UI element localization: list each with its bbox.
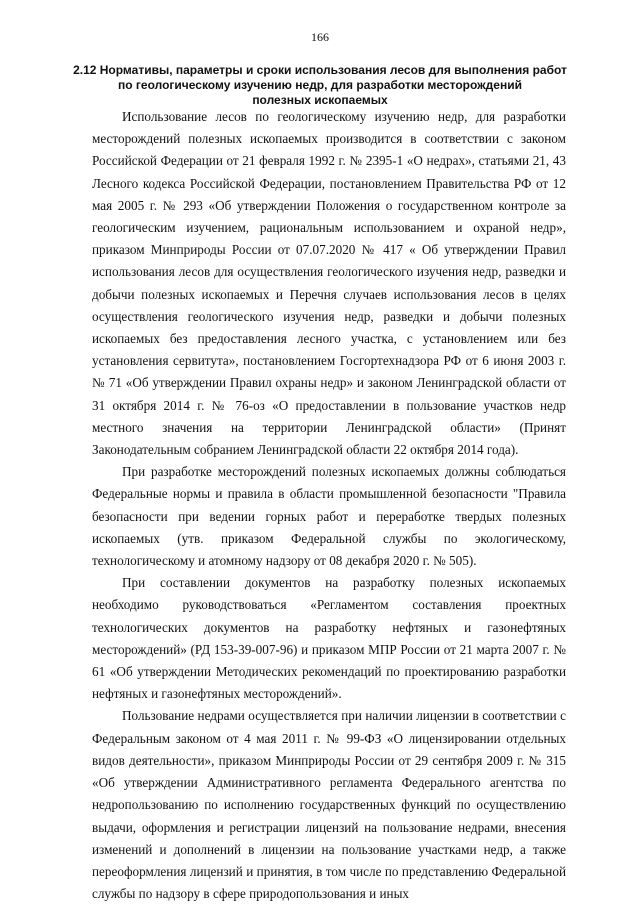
paragraph-3: При составлении документов на разработку полезных ископаемых необходимо руководствоваться «Регламентом составления проектных технологических документов на разработку нефтяных и газонефтяных месторождений» (РД 153-39-007-96) и приказом МПР России от 21 марта 2007 г. № 61 «Об утверждении Методических рекомендаций по проектированию разработки нефтяных и газонефтяных месторождений». bbox=[92, 575, 566, 702]
body-text bbox=[92, 106, 566, 905]
section-heading-line-1: 2.12 Нормативы, параметры и сроки использования лесов для выполнения работ bbox=[73, 63, 567, 77]
page-number: 166 bbox=[311, 30, 329, 44]
paragraph-4: Пользование недрами осуществляется при наличии лицензии в соответствии с Федеральным законом от 4 мая 2011 г. № 99-ФЗ «О лицензировании отдельных видов деятельности», приказом Минприроды России от 29 сентября 2009 г. № 315 «Об утверждении Административного регламента Федерального агентства по недропользованию по исполнению государственных функций по осуществлению выдачи, оформления и регистрации лицензий на пользование недрами, внесения изменений и дополнений в лицензии на пользование участками недр, а также переоформления лицензий и принятия, в том числе по представлению Федеральной службы по надзору в сфере природопользования и иных bbox=[92, 708, 566, 902]
section-heading-line-2: по геологическому изучению недр, для разработки месторождений bbox=[118, 78, 522, 92]
section-heading bbox=[64, 63, 576, 108]
paragraph-2: При разработке месторождений полезных ископаемых должны соблюдаться Федеральные нормы и правила в области промышленной безопасности "Правила безопасности при ведении горных работ и переработке твердых полезных ископаемых (утв. приказом Федеральной службы по экологическому, технологическому и атомному надзору от 08 декабря 2020 г. № 505). bbox=[92, 464, 566, 569]
paragraph-1: Использование лесов по геологическому изучению недр, для разработки месторождений полезных ископаемых производится в соответствии с законом Российской Федерации от 21 февраля 1992 г. № 2395-1 «О недрах», статьями 21, 43 Лесного кодекса Российской Федерации, постановлением Правительства РФ от 12 мая 2005 г. № 293 «Об утверждении Положения о государственном контроле за геологическим изучением, рациональным использованием и охраной недр», приказом Минприроды России от 07.07.2020 № 417 « Об утверждении Правил использования лесов для осуществления геологического изучения недр, разведки и добычи полезных ископаемых и Перечня случаев использования лесов в целях осуществления геологического изучения недр, разведки и добычи полезных ископаемых без предоставления лесного участка, с установлением или без установления сервитута», постановлением Госгортехнадзора РФ от 6 июня 2003 г. № 71 «Об утверждении Правил охраны недр» и законом Ленинградской области от 31 октября 2014 г. № 76-оз «О предоставлении в пользование участков недр местного значения на территории Ленинградской области» (Принят Законодательным собранием Ленинградской области 22 октября 2014 года). bbox=[92, 109, 566, 458]
section-heading-line-3: полезных ископаемых bbox=[252, 93, 388, 107]
